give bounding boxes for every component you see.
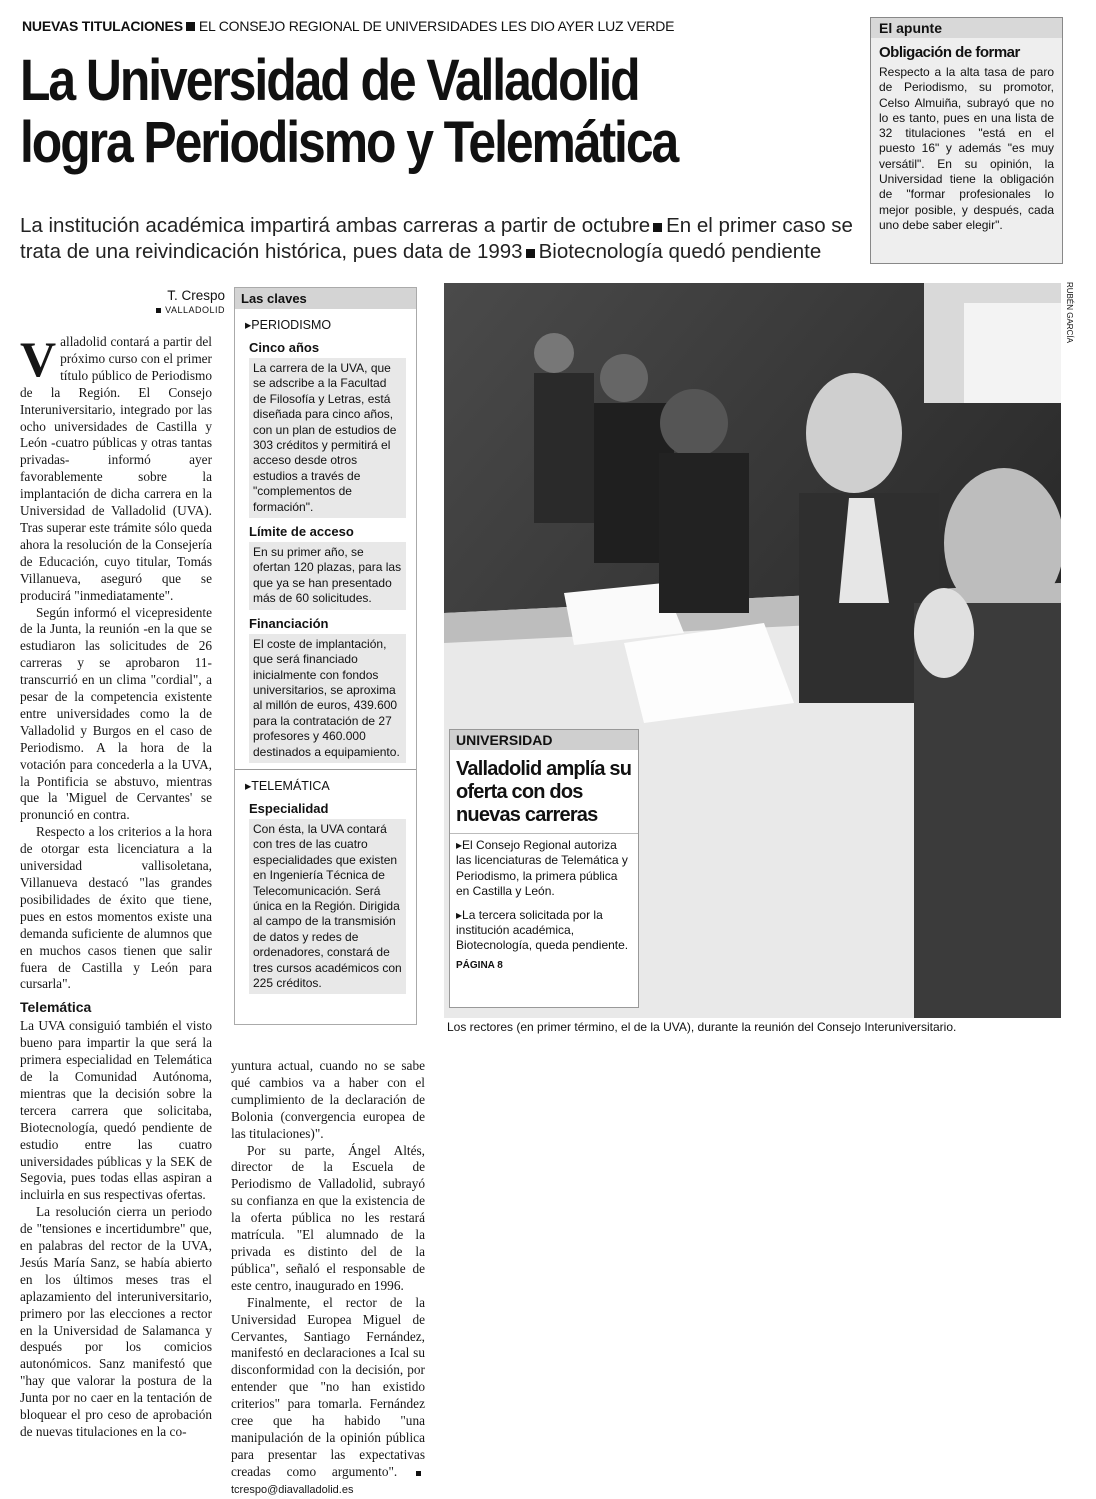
claves-text: Con ésta, la UVA contará con tres de las cuatro especialidades que existen en Ingeniería Técnica de Telecomunicación. Será única en la Región. Dirigida al campo de la transmisión de datos y redes de ordenadores, constará de tres cursos académicos con 225 créditos.: [249, 819, 406, 994]
subtitle: [20, 213, 860, 265]
claves-text: La carrera de la UVA, que se adscribe a la Facultad de Filosofía y Letras, está diseñada para cinco años, con un plan de estudios de 303 créditos y permitirá el acceso desde otros estudios a través de "complementos de formación".: [249, 358, 406, 518]
arrow-icon: ▸: [456, 907, 463, 922]
arrow-icon: ▸: [456, 838, 463, 852]
article-paragraph: Finalmente, el rector de la Universidad Europea Miguel de Cervantes, Santiago Fernández, manifestó en declaraciones a Ical su disconformidad con la decisión, por entender que "no han existido criterios" para tomarla. Fernández cree que ha habido "una manipulación de la opinión pública para presentar las expectativas creadas como argumento". tcrespo@diavalladolid.es: [231, 1294, 425, 1496]
kicker: [22, 18, 674, 34]
claves-subheading: Cinco años: [249, 340, 320, 355]
byline-place: VALLADOLID: [165, 305, 225, 315]
promo-title: Valladolid amplía su oferta con dos nuevas carreras: [456, 758, 632, 826]
promo-page-ref[interactable]: PÁGINA 8: [456, 959, 503, 971]
headline: [20, 50, 742, 174]
apunte-header: El apunte: [871, 18, 1062, 38]
subtitle-part3: Biotecnología quedó pendiente: [538, 240, 822, 263]
apunte-text: Respecto a la alta tasa de paro de Periodismo, su promotor, Celso Almuiña, subrayó que no lo es tanto, pues en una lista de 32 titulaciones "está en el puesto 16" y además "es muy versátil". En su opinión, la Universidad tiene la obligación de "formar profesionales lo mejor posible, y después, cada uno debe saber elegir".: [879, 65, 1054, 232]
promo-bullet: ▸El Consejo Regional autoriza las licenciaturas de Telemática y Periodismo, la primera pública en Castilla y León.: [450, 833, 638, 904]
article-paragraph: La resolución cierra un periodo de "tensiones e incertidumbre" que, en palabras del rector de la UVA, Jesús María Sanz, se había abierto en los últimos meses tras el aplazamiento del interuniversitario, primero por las elecciones a rector en la Universidad de Salamanca y después por los comicios autonómicos. Sanz manifestó que "hay que valorar la postura de la Junta por no caer en la tentación de bloquear el pro ceso de aprobación de nuevas titulaciones en la co-: [20, 1204, 212, 1439]
kicker-text: EL CONSEJO REGIONAL DE UNIVERSIDADES LES DIO AYER LUZ VERDE: [198, 18, 675, 34]
claves-section-periodismo: ▸PERIODISMO: [245, 318, 332, 332]
photo-credit: RUBÉN GARCÍA: [1065, 282, 1074, 343]
claves-section-telematica: ▸TELEMÁTICA: [235, 769, 416, 795]
claves-subheading: Límite de acceso: [249, 524, 354, 540]
promo-box[interactable]: [449, 729, 639, 1008]
article-paragraph: La UVA consiguió también el visto bueno para impartir la que será la primera especialidad en Telemática de la Comunidad Autónoma, mientras que la decisión sobre la tercera carrera que solicitaba, Biotecnología, quedó pendiente de estudio entre las cuatro universidades públicas y la SEK de Segovia, pues todas ellas aspiran a incluirla en sus respectivas ofertas.: [20, 1018, 212, 1203]
kicker-section: NUEVAS TITULACIONES: [22, 18, 183, 34]
article-paragraph: Según informó el vicepresidente de la Junta, la reunión -en la que se estudiaron las solicitudes de 26 carreras y se aprobaron 11- transcurrió en un clima "cordial", a pesar de la competencia existente entre universidades como la de Valladolid y Burgos en el caso de Periodismo. A la hora de la votación para concederla a la UVA, la Pontificia se abstuvo, mientras que la 'Miguel de Cervantes' se pronunció en contra.: [20, 604, 212, 823]
claves-header: Las claves: [235, 288, 416, 309]
arrow-icon: ▸: [245, 318, 252, 332]
apunte-subtitle: Obligación de formar: [879, 44, 1020, 61]
promo-header: UNIVERSIDAD: [450, 730, 638, 750]
article-paragraph: yuntura actual, cuando no se sabe qué cambios va a haber con el cumplimiento de la declaración de Bolonia (convergencia europea de las titulaciones)".: [231, 1058, 425, 1141]
article-column-2: [231, 1058, 425, 1499]
arrow-icon: ▸: [245, 778, 252, 793]
photo-caption: Los rectores (en primer término, el de la UVA), durante la reunión del Consejo Interuniversitario.: [447, 1020, 957, 1034]
article-paragraph: Valladolid contará a partir del próximo curso con el primer título público de Periodismo de la Región. El Consejo Interuniversitario, integrado por las ocho universidades de Castilla y León -cuatro públicas y otras tantas privadas- informó ayer favorablemente sobre la implantación de dicha carrera en la Universidad de Valladolid (UVA). Tras superar este trámite sólo queda ahora la resolución de la Consejería de Educación, cuyo titular, Tomás Villanueva, aseguró que se producirá "inmediatamente".: [20, 331, 212, 603]
claves-text: En su primer año, se ofertan 120 plazas, para las que ya se han presentado más de 60 solicitudes.: [249, 542, 406, 610]
subtitle-part1: La institución académica impartirá ambas carreras a partir de octubre: [20, 214, 651, 237]
claves-box: [234, 287, 417, 1025]
article-paragraph: Respecto a los criterios a la hora de otorgar esta licenciatura a la universidad vallisoletana, Villanueva destacó "las grandes posibilidades de éxito que tiene, pues en estos momentos existe una demanda suficiente de alumnos que en muchos casos tienen que salir fuera de Castilla y León para cursarla".: [20, 824, 212, 992]
article-paragraph: Por su parte, Ángel Altés, director de la Escuela de Periodismo de Valladolid, subrayó su confianza en que la existencia de la oferta pública no les restará matrícula. "El alumnado de la privada es distinto del de la pública", señaló el responsable de este centro, inaugurado en 1996.: [231, 1142, 425, 1293]
headline-line2: logra Periodismo y Telemática: [20, 110, 678, 175]
byline: [20, 288, 225, 315]
claves-text: El coste de implantación, que será financiado inicialmente con fondos universitarios, se aproxima al millón de euros, 439.600 para la contratación de 27 profesores y 460.000 destinados a equipamiento.: [249, 634, 406, 763]
promo-bullet: ▸La tercera solicitada por la institución académica, Biotecnología, queda pendiente.: [456, 907, 629, 953]
dropcap: V: [20, 331, 57, 387]
byline-author: T. Crespo: [167, 288, 225, 303]
section-heading: Telemática: [20, 999, 92, 1016]
subtitle-part2: En el primer caso se trata de una reivindicación histórica, pues data de 1993: [20, 214, 853, 263]
headline-line1: La Universidad de Valladolid: [20, 48, 639, 113]
claves-subheading: Financiación: [249, 615, 329, 631]
article-column-1: [20, 331, 212, 1441]
author-email[interactable]: tcrespo@diavalladolid.es: [231, 1483, 354, 1496]
apunte-box: [870, 17, 1063, 264]
claves-subheading: Especialidad: [249, 800, 329, 816]
